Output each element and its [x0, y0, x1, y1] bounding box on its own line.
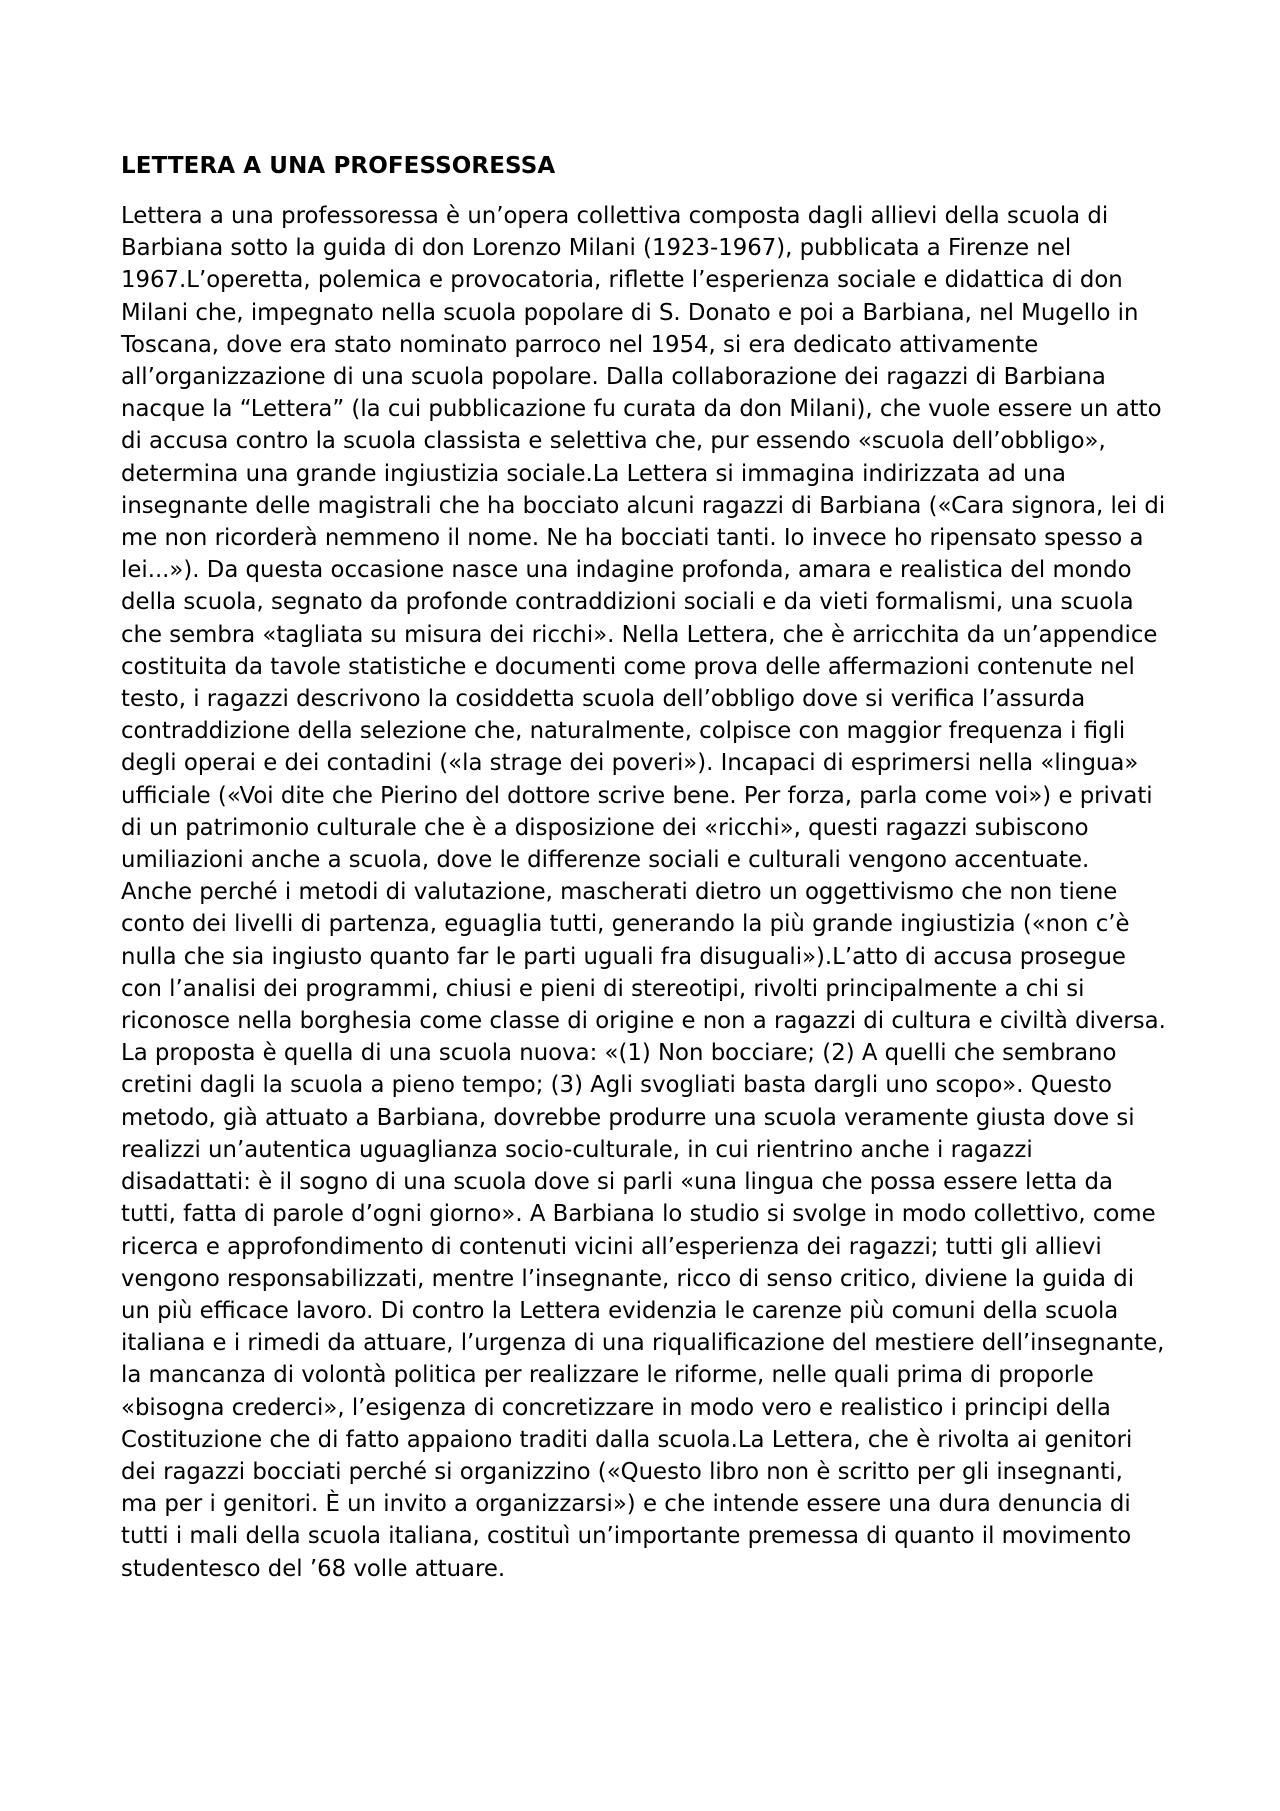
- document-content: [121, 150, 1166, 1585]
- document-body: Lettera a una professoressa è un’opera collettiva composta dagli allievi della scuola di Barbiana sotto la guida di don Lorenzo Milani (1923-1967), pubblicata a Firenze nel 1967.L’operetta, polemica e provocatoria, riflette l’esperienza sociale e didattica di don Milani che, impegnato nella scuola popolare di S. Donato e poi a Barbiana, nel Mugello in Toscana, dove era stato nominato parroco nel 1954, si era dedicato attivamente all’organizzazione di una scuola popolare. Dalla collaborazione dei ragazzi di Barbiana nacque la “Lettera” (la cui pubblicazione fu curata da don Milani), che vuole essere un atto di accusa contro la scuola classista e selettiva che, pur essendo «scuola dell’obbligo», determina una grande ingiustizia sociale.La Lettera si immagina indirizzata ad una insegnante delle magistrali che ha bocciato alcuni ragazzi di Barbiana («Cara signora, lei di me non ricorderà nemmeno il nome. Ne ha bocciati tanti. Io invece ho ripensato spesso a lei...»). Da questa occasione nasce una indagine profonda, amara e realistica del mondo della scuola, segnato da profonde contraddizioni sociali e da vieti formalismi, una scuola che sembra «tagliata su misura dei ricchi». Nella Lettera, che è arricchita da un’appendice costituita da tavole statistiche e documenti come prova delle affermazioni contenute nel testo, i ragazzi descrivono la cosiddetta scuola dell’obbligo dove si verifica l’assurda contraddizione della selezione che, naturalmente, colpisce con maggior frequenza i figli degli operai e dei contadini («la strage dei poveri»). Incapaci di esprimersi nella «lingua» ufficiale («Voi dite che Pierino del dottore scrive bene. Per forza, parla come voi») e privati di un patrimonio culturale che è a disposizione dei «ricchi», questi ragazzi subiscono umiliazioni anche a scuola, dove le differenze sociali e culturali vengono accentuate. Anche perché i metodi di valutazione, mascherati dietro un oggettivismo che non tiene conto dei livelli di partenza, eguaglia tutti, generando la più grande ingiustizia («non c’è nulla che sia ingiusto quanto far le parti uguali fra disuguali»).L’atto di accusa prosegue con l’analisi dei programmi, chiusi e pieni di stereotipi, rivolti principalmente a chi si riconosce nella borghesia come classe di origine e non a ragazzi di cultura e civiltà diversa. La proposta è quella di una scuola nuova: «(1) Non bocciare; (2) A quelli che sembrano cretini dagli la scuola a pieno tempo; (3) Agli svogliati basta dargli uno scopo». Questo metodo, già attuato a Barbiana, dovrebbe produrre una scuola veramente giusta dove si realizzi un’autentica uguaglianza socio-culturale, in cui rientrino anche i ragazzi disadattati: è il sogno di una scuola dove si parli «una lingua che possa essere letta da tutti, fatta di parole d’ogni giorno». A Barbiana lo studio si svolge in modo collettivo, come ricerca e approfondimento di contenuti vicini all’esperienza dei ragazzi; tutti gli allievi vengono responsabilizzati, mentre l’insegnante, ricco di senso critico, diviene la guida di un più efficace lavoro. Di contro la Lettera evidenzia le carenze più comuni della scuola italiana e i rimedi da attuare, l’urgenza di una riqualificazione del mestiere dell’insegnante, la mancanza di volontà politica per realizzare le riforme, nelle quali prima di proporle «bisogna crederci», l’esigenza di concretizzare in modo vero e realistico i principi della Costituzione che di fatto appaiono traditi dalla scuola.La Lettera, che è rivolta ai genitori dei ragazzi bocciati perché si organizzino («Questo libro non è scritto per gli insegnanti, ma per i genitori. È un invito a organizzarsi») e che intende essere una dura denuncia di tutti i mali della scuola italiana, costituì un’importante premessa di quanto il movimento studentesco del ’68 volle attuare.: [121, 203, 1166, 1582]
- document-title: LETTERA A UNA PROFESSORESSA: [121, 153, 556, 179]
